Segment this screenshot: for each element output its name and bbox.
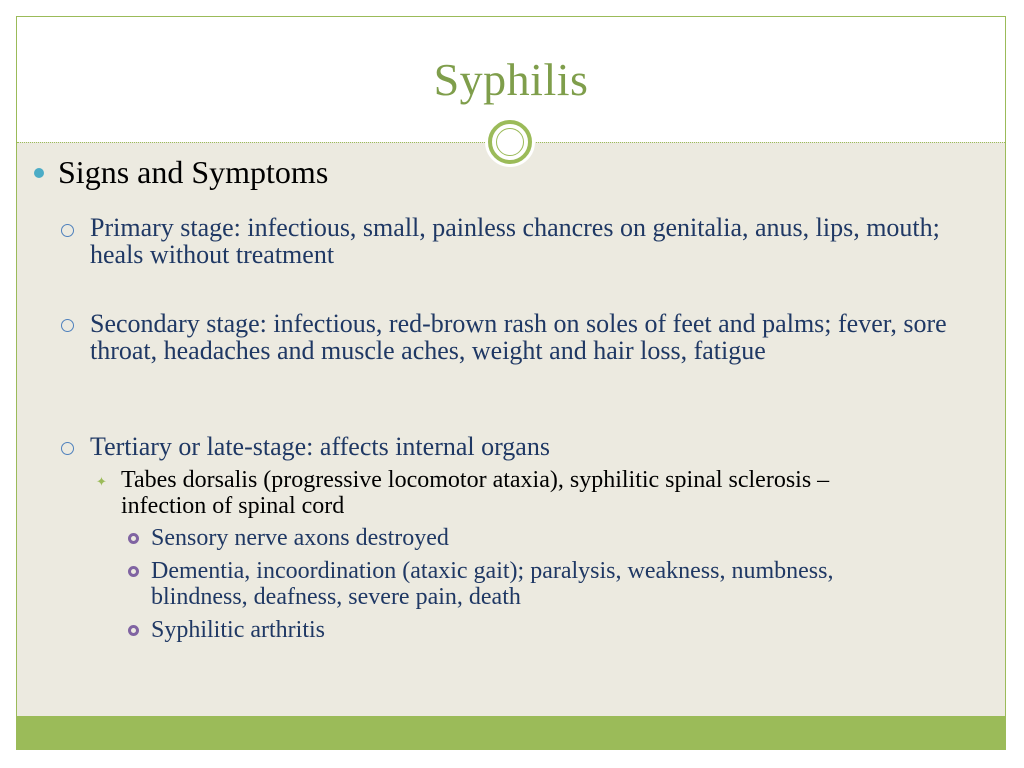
sub-item-dementia: Dementia, incoordination (ataxic gait); paralysis, weakness, numbness, blindness, deafness, severe pain, death xyxy=(151,558,834,610)
ring-bullet-small-icon xyxy=(128,566,139,577)
tabes-dorsalis-text: Tabes dorsalis (progressive locomotor ataxia), syphilitic spinal sclerosis – infection of spinal cord xyxy=(121,467,830,519)
circle-ornament-inner-icon xyxy=(496,128,524,156)
bullet-dot-icon xyxy=(34,168,44,178)
sub-item-sensory: Sensory nerve axons destroyed xyxy=(151,525,449,551)
ring-bullet-small-icon xyxy=(128,625,139,636)
secondary-stage-text: Secondary stage: infectious, red-brown rash on soles of feet and palms; fever, sore throat, headaches and muscle aches, weight and hair loss, fatigue xyxy=(90,309,947,365)
heading-signs-symptoms: Signs and Symptoms xyxy=(58,154,329,190)
ring-bullet-small-icon xyxy=(128,533,139,544)
ring-bullet-icon xyxy=(61,442,74,455)
star-bullet-icon: ✦ xyxy=(96,474,107,489)
ring-bullet-icon xyxy=(61,224,74,237)
footer-bar xyxy=(17,716,1005,749)
tertiary-stage-text: Tertiary or late-stage: affects internal organs xyxy=(90,432,550,461)
primary-stage-text: Primary stage: infectious, small, painless chancres on genitalia, anus, lips, mouth; heals without treatment xyxy=(90,213,940,269)
sub-item-arthritis: Syphilitic arthritis xyxy=(151,617,325,643)
ring-bullet-icon xyxy=(61,319,74,332)
slide-title: Syphilis xyxy=(433,54,589,105)
